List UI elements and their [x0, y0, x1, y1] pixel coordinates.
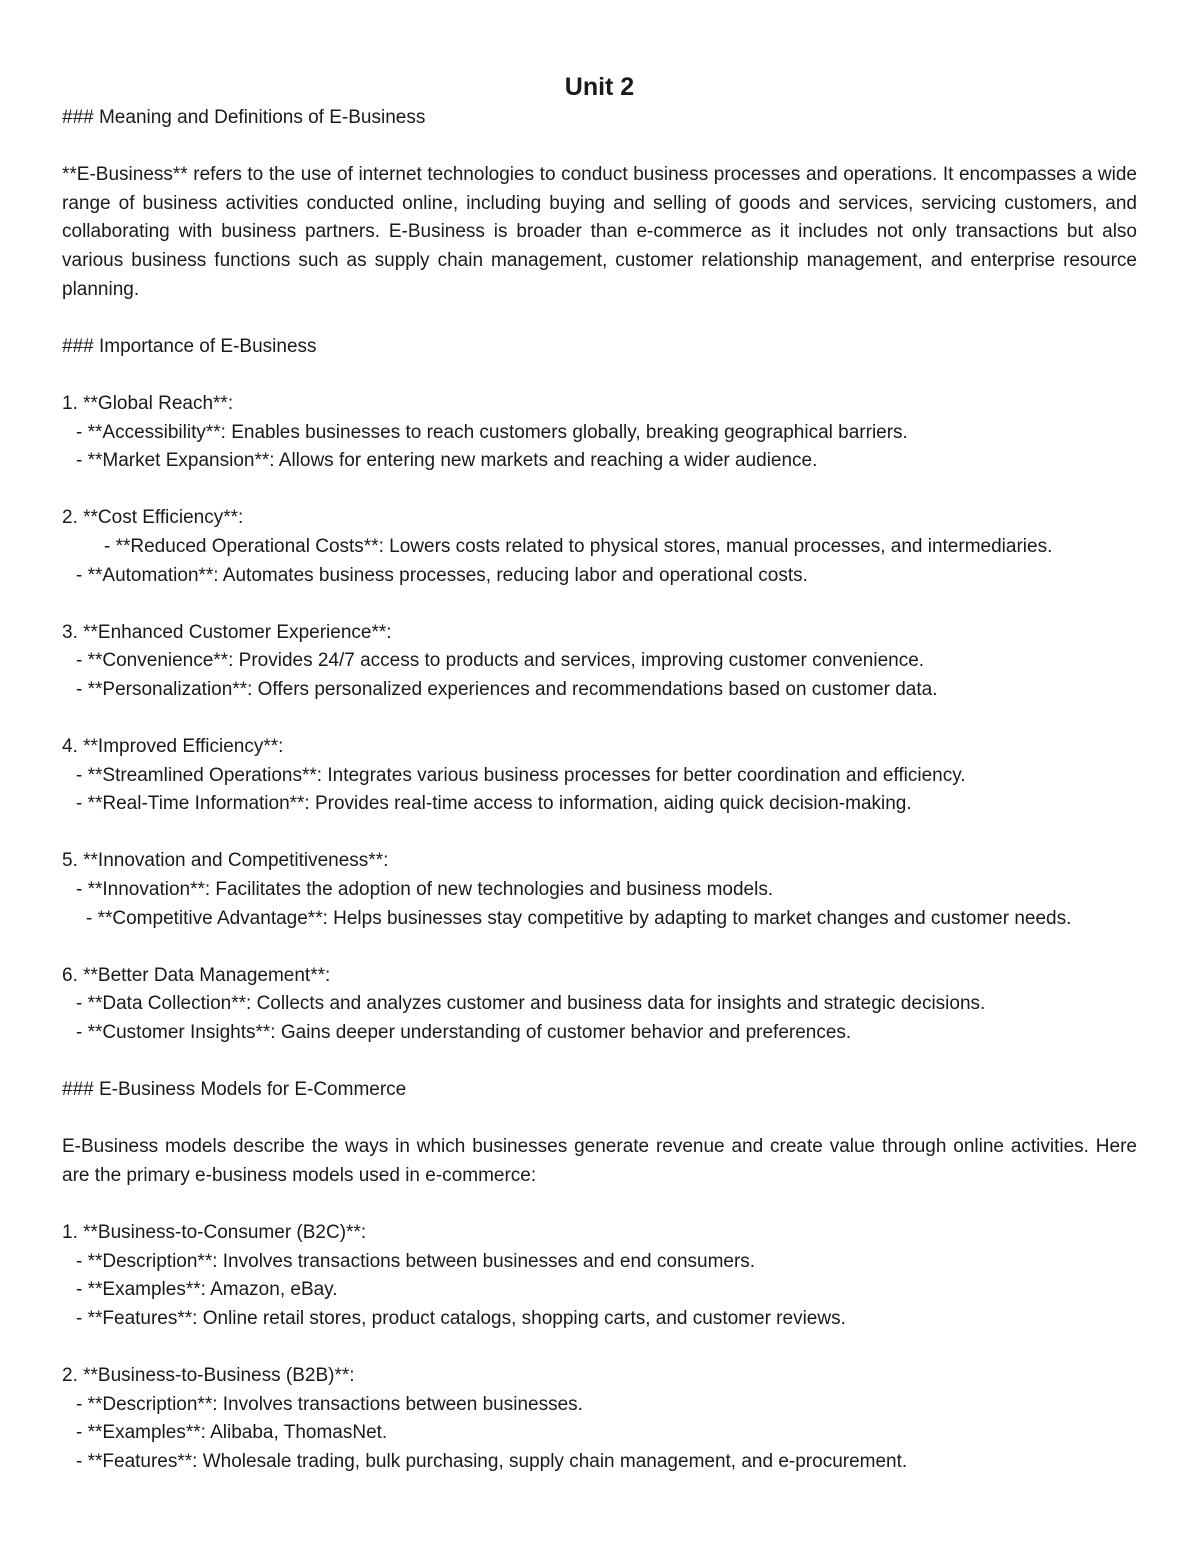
list-sub-item: - **Description**: Involves transactions between businesses and end consumers.	[76, 1250, 756, 1272]
section-heading-meaning: ### Meaning and Definitions of E-Business	[62, 107, 426, 128]
list-item-label: 4. **Improved Efficiency**:	[62, 736, 284, 758]
list-sub-item: - **Accessibility**: Enables businesses to reach customers globally, breaking geographical barriers.	[76, 421, 908, 443]
list-sub-item: - **Description**: Involves transactions between businesses.	[76, 1393, 583, 1415]
list-item-label: 6. **Better Data Management**:	[62, 964, 331, 986]
list-sub-item: - **Personalization**: Offers personalized experiences and recommendations based on customer data.	[76, 678, 938, 700]
list-sub-item: - **Automation**: Automates business processes, reducing labor and operational costs.	[76, 564, 808, 586]
list-sub-item: - **Streamlined Operations**: Integrates various business processes for better coordination and efficiency.	[76, 764, 966, 786]
list-item-label: 2. **Business-to-Business (B2B)**:	[62, 1365, 355, 1387]
list-sub-item: - **Convenience**: Provides 24/7 access to products and services, improving customer convenience.	[76, 650, 925, 672]
list-sub-item: - **Data Collection**: Collects and analyzes customer and business data for insights and strategic decisions.	[76, 993, 986, 1015]
definition-paragraph: **E-Business** refers to the use of internet technologies to conduct business processes and operations. It encompasses a wide range of business activities conducted online, including buying and selling of goods and services, servicing customers, and collaborating with business partners. E-Business is broader than e-commerce as it includes not only transactions but also various business functions such as supply chain management, customer relationship management, and enterprise resource planning.	[62, 164, 1137, 300]
list-sub-item: - **Customer Insights**: Gains deeper understanding of customer behavior and preferences.	[76, 1022, 852, 1043]
list-sub-item: - **Features**: Wholesale trading, bulk purchasing, supply chain management, and e-procurement.	[76, 1450, 908, 1472]
list-item-label: 5. **Innovation and Competitiveness**:	[62, 850, 389, 872]
list-sub-item: - **Features**: Online retail stores, product catalogs, shopping carts, and customer reviews.	[76, 1307, 846, 1329]
list-item-label: 3. **Enhanced Customer Experience**:	[62, 621, 392, 643]
list-item-label: 1. **Business-to-Consumer (B2C)**:	[62, 1222, 367, 1244]
models-intro-paragraph: E-Business models describe the ways in which businesses generate revenue and create value through online activities. Here are the primary e-business models used in e-commerce:	[62, 1136, 1137, 1186]
list-sub-item: - **Examples**: Amazon, eBay.	[76, 1279, 338, 1301]
list-sub-item: - **Examples**: Alibaba, ThomasNet.	[76, 1422, 388, 1444]
section-heading-models: ### E-Business Models for E-Commerce	[62, 1079, 407, 1101]
list-item-label: 2. **Cost Efficiency**:	[62, 507, 244, 529]
document-page	[62, 70, 1137, 1477]
section-heading-importance: ### Importance of E-Business	[62, 335, 317, 357]
list-sub-item: - **Innovation**: Facilitates the adoption of new technologies and business models.	[76, 879, 774, 901]
list-sub-item: - **Competitive Advantage**: Helps businesses stay competitive by adapting to market changes and customer needs.	[86, 907, 1072, 929]
list-sub-item: - **Market Expansion**: Allows for entering new markets and reaching a wider audience.	[76, 450, 818, 472]
list-sub-item: - **Reduced Operational Costs**: Lowers costs related to physical stores, manual processes, and intermediaries.	[104, 535, 1053, 557]
page-title: Unit 2	[564, 73, 635, 101]
list-item-label: 1. **Global Reach**:	[62, 392, 234, 414]
list-sub-item: - **Real-Time Information**: Provides real-time access to information, aiding quick decision-making.	[76, 793, 912, 815]
